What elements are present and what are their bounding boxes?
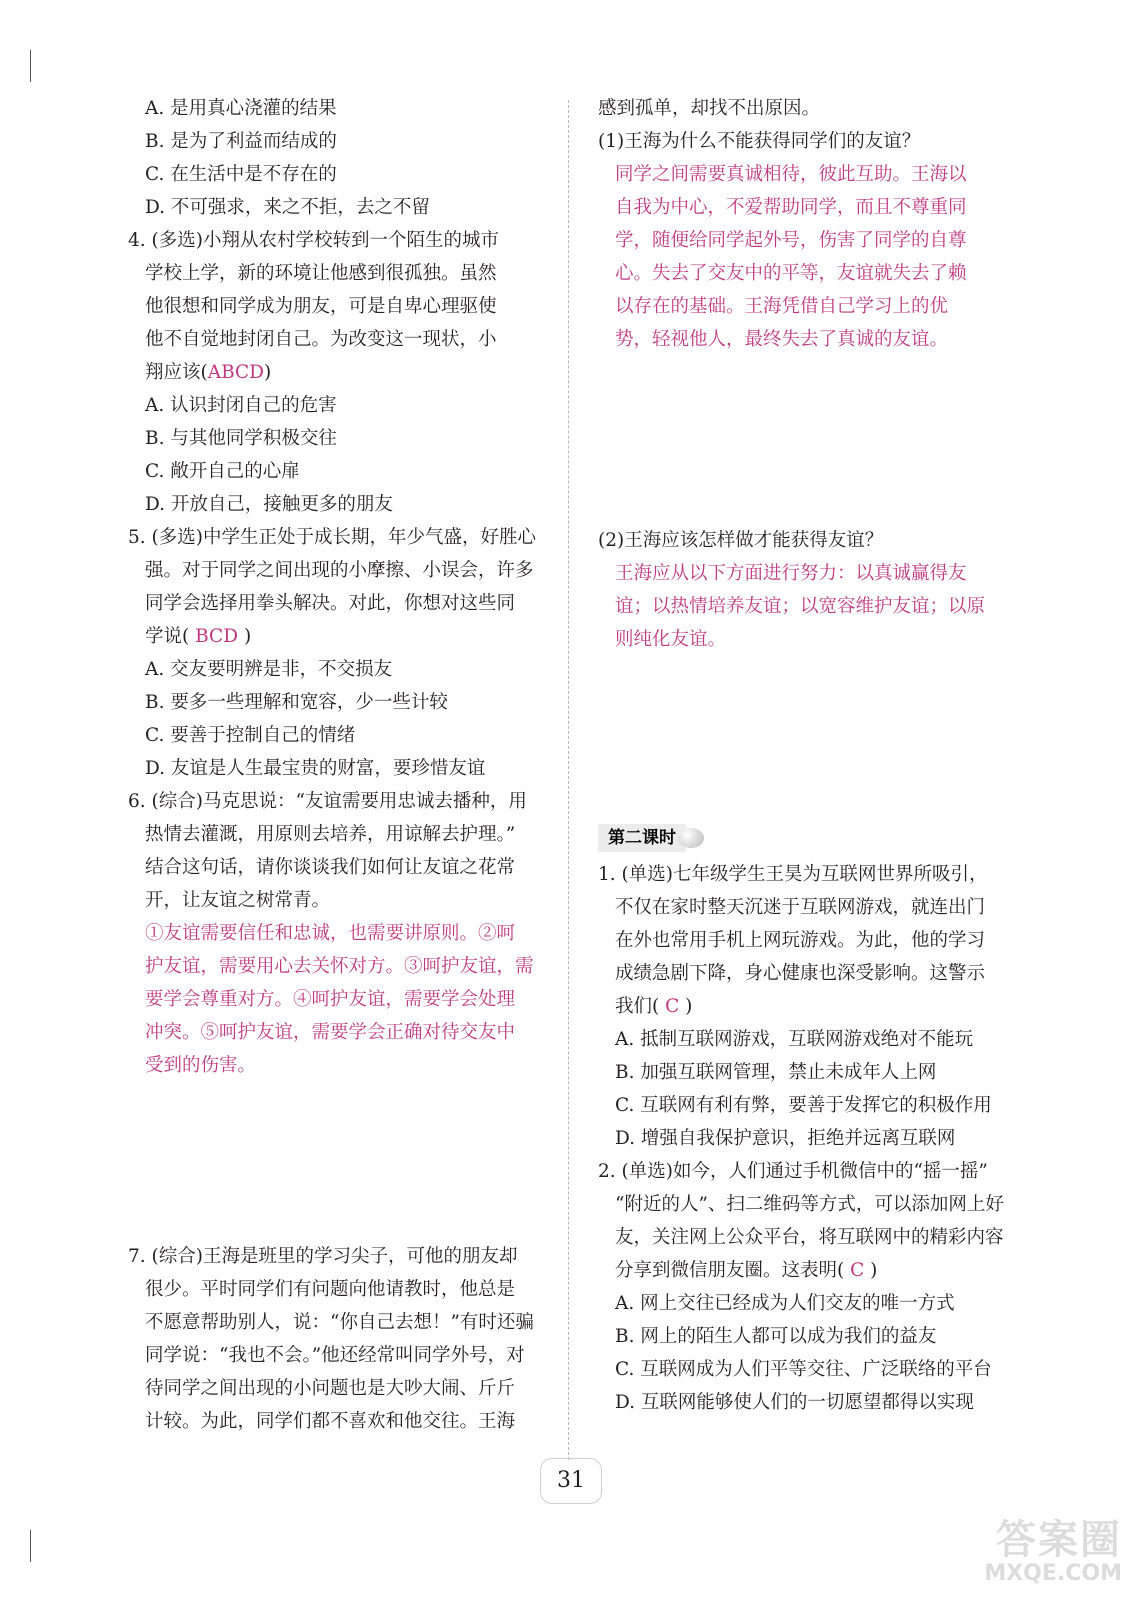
question-line: “附近的人”、扫二维码等方式，可以添加网上好 — [615, 1194, 1004, 1215]
sub-question-1 — [598, 125, 1023, 356]
answer-line: 冲突。⑤呵护友谊，需要学会正确对待交友中 — [145, 1022, 516, 1043]
question-line: 翔应该(ABCD) — [145, 362, 272, 383]
question-6 — [128, 785, 558, 1082]
question-line: 同学说：“我也不会。”他还经常叫同学外号，对 — [145, 1345, 525, 1366]
answer-line: 要学会尊重对方。④呵护友谊，需要学会处理 — [145, 989, 516, 1010]
answer-line: 势，轻视他人，最终失去了真诚的友谊。 — [615, 329, 949, 350]
question-line: 计较。为此，同学们都不喜欢和他交往。王海 — [145, 1411, 516, 1432]
question-line: 在外也常用手机上网玩游戏。为此，他的学习 — [615, 930, 986, 951]
crop-mark-top-left — [30, 50, 31, 82]
option: C. 敞开自己的心扉 — [145, 461, 300, 482]
answer-line: 学，随便给同学起外号，伤害了同学的自尊 — [615, 230, 967, 251]
left-column — [128, 92, 558, 1438]
sub-question-2 — [598, 524, 1023, 656]
watermark-url: MXQE.COM — [984, 1561, 1122, 1586]
option: B. 加强互联网管理，禁止未成年人上网 — [615, 1062, 937, 1083]
column-divider — [568, 100, 569, 1460]
option: A. 认识封闭自己的危害 — [145, 395, 337, 416]
option: C. 互联网有利有弊，要善于发挥它的积极作用 — [615, 1095, 992, 1116]
question-line: 友，关注网上公众平台，将互联网中的精彩内容 — [615, 1227, 1004, 1248]
question-line: 2. (单选)如今，人们通过手机微信中的“摇一摇” — [598, 1161, 988, 1182]
sub-question-prompt: (1)王海为什么不能获得同学们的友谊？ — [598, 131, 921, 152]
option: B. 与其他同学积极交往 — [145, 428, 337, 449]
page-number: 31 — [540, 1458, 602, 1504]
question-line: 开，让友谊之树常青。 — [145, 890, 331, 911]
answer-space — [128, 1082, 558, 1240]
option: C. 在生活中是不存在的 — [145, 164, 337, 185]
answer-choice: C — [665, 996, 680, 1017]
answer-choice: C — [850, 1260, 865, 1281]
lesson2-question-2 — [598, 1155, 1023, 1419]
question-line: 5. (多选)中学生正处于成长期，年少气盛，好胜心 — [128, 527, 536, 548]
question-line: 学校上学，新的环境让他感到很孤独。虽然 — [145, 263, 497, 284]
watermark — [984, 1518, 1122, 1586]
sub-question-prompt: (2)王海应该怎样做才能获得友谊？ — [598, 530, 884, 551]
question-line: 6. (综合)马克思说：“友谊需要用忠诚去播种，用 — [128, 791, 527, 812]
question-line: 成绩急剧下降，身心健康也深受影响。这警示 — [615, 963, 986, 984]
option: D. 开放自己，接触更多的朋友 — [145, 494, 393, 515]
question-7 — [128, 1240, 558, 1438]
question-line: 同学会选择用拳头解决。对此，你想对这些同 — [145, 593, 516, 614]
question-line: 不仅在家时整天沉迷于互联网游戏，就连出门 — [615, 897, 986, 918]
question-line: 很少。平时同学们有问题向他请教时，他总是 — [145, 1279, 516, 1300]
question-5 — [128, 521, 558, 785]
answer-line: 护友谊，需要用心去关怀对方。③呵护友谊，需 — [145, 956, 534, 977]
option: C. 互联网成为人们平等交往、广泛联络的平台 — [615, 1359, 992, 1380]
answer-line: 以存在的基础。王海凭借自己学习上的优 — [615, 296, 949, 317]
lesson2-question-1 — [598, 858, 1023, 1155]
option: C. 要善于控制自己的情绪 — [145, 725, 356, 746]
option: A. 抵制互联网游戏，互联网游戏绝对不能玩 — [615, 1029, 974, 1050]
question-line: 感到孤单，却找不出原因。 — [598, 98, 821, 119]
answer-space — [598, 656, 1023, 821]
option: A. 是用真心浇灌的结果 — [145, 98, 337, 119]
answer-line: ①友谊需要信任和忠诚，也需要讲原则。②呵 — [145, 923, 516, 944]
option: D. 不可强求，来之不拒，去之不留 — [145, 197, 430, 218]
option: A. 交友要明辨是非，不交损友 — [145, 659, 393, 680]
question-line: 学说( BCD ) — [145, 626, 252, 647]
question-line: 他不自觉地封闭自己。为改变这一现状，小 — [145, 329, 497, 350]
option: B. 要多一些理解和宽容，少一些计较 — [145, 692, 448, 713]
question-line: 热情去灌溉，用原则去培养，用谅解去护理。” — [145, 824, 516, 845]
question-line: 4. (多选)小翔从农村学校转到一个陌生的城市 — [128, 230, 499, 251]
answer-choice: ABCD — [207, 362, 265, 383]
lesson-heading — [598, 821, 1023, 858]
question-line: 待同学之间出现的小问题也是大吵大闹、斤斤 — [145, 1378, 516, 1399]
option: B. 是为了利益而结成的 — [145, 131, 337, 152]
answer-line: 自我为中心，不爱帮助同学，而且不尊重同 — [615, 197, 967, 218]
question-4 — [128, 224, 558, 521]
answer-line: 受到的伤害。 — [145, 1055, 257, 1076]
question-line: 我们( C ) — [615, 996, 693, 1017]
option: B. 网上的陌生人都可以成为我们的益友 — [615, 1326, 937, 1347]
question-line: 不愿意帮助别人，说：“你自己去想！”有时还骗 — [145, 1312, 534, 1333]
answer-line: 心。失去了交友中的平等，友谊就失去了赖 — [615, 263, 967, 284]
crop-mark-bottom-left — [30, 1530, 31, 1562]
option: D. 友谊是人生最宝贵的财富，要珍惜友谊 — [145, 758, 486, 779]
question-line: 分享到微信朋友圈。这表明( C ) — [615, 1260, 878, 1281]
question-line: 他很想和同学成为朋友，可是自卑心理驱使 — [145, 296, 497, 317]
question-line: 7. (综合)王海是班里的学习尖子，可他的朋友却 — [128, 1246, 518, 1267]
right-column — [598, 92, 1023, 1419]
question-line: 结合这句话，请你谈谈我们如何让友谊之花常 — [145, 857, 516, 878]
answer-line: 王海应从以下方面进行努力：以真诚赢得友 — [615, 563, 967, 584]
question-line: 强。对于同学之间出现的小摩擦、小误会，许多 — [145, 560, 534, 581]
lesson-title: 第二课时 — [598, 824, 686, 852]
answer-line: 谊；以热情培养友谊；以宽容维护友谊；以原 — [615, 596, 986, 617]
option: D. 增强自我保护意识，拒绝并远离互联网 — [615, 1128, 956, 1149]
question-line: 1. (单选)七年级学生王昊为互联网世界所吸引， — [598, 864, 988, 885]
question-3-options — [128, 92, 558, 224]
answer-space — [598, 356, 1023, 524]
option: A. 网上交往已经成为人们交友的唯一方式 — [615, 1293, 955, 1314]
option: D. 互联网能够使人们的一切愿望都得以实现 — [615, 1392, 974, 1413]
answer-choice: BCD — [195, 626, 239, 647]
ball-icon — [678, 828, 704, 848]
answer-line: 同学之间需要真诚相待，彼此互助。王海以 — [615, 164, 967, 185]
answer-line: 则纯化友谊。 — [615, 629, 727, 650]
watermark-logo-text: 答案圈 — [996, 1516, 1122, 1563]
